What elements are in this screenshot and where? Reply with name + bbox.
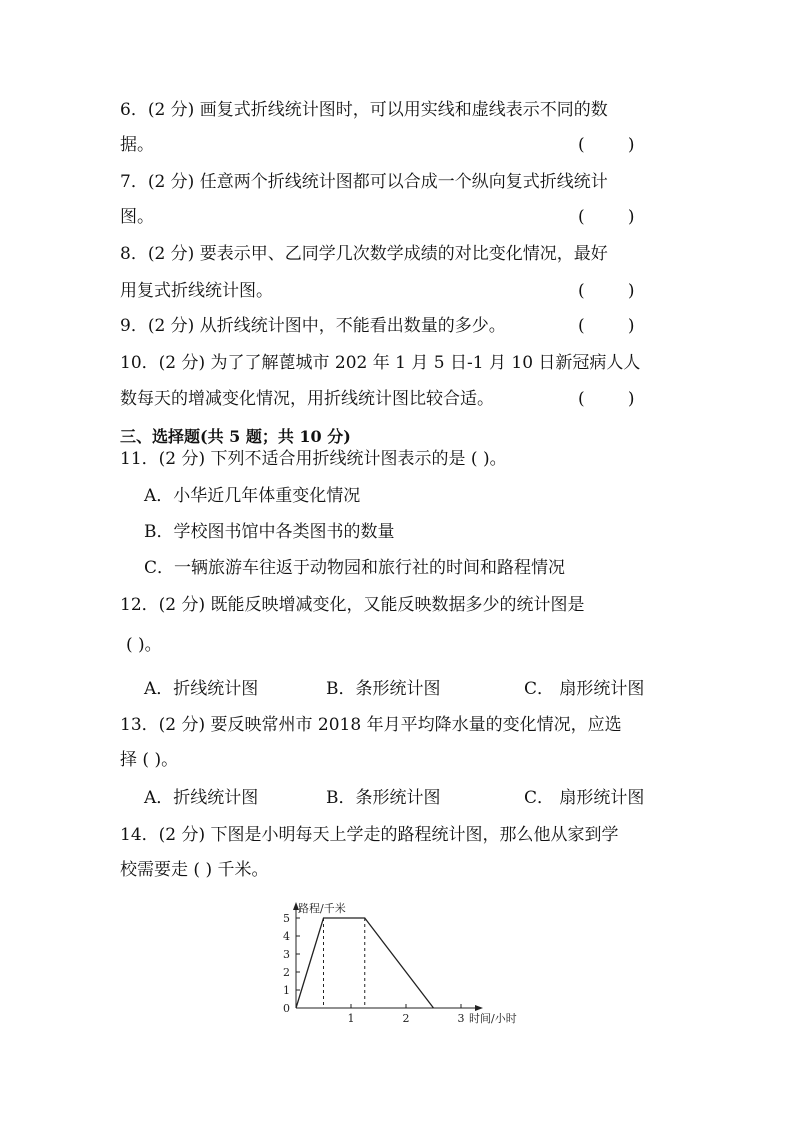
- q12-line1: 12．(2 分) 既能反映增减变化，又能反映数据多少的统计图是: [120, 595, 585, 615]
- x-tick-label: 1: [347, 1012, 355, 1025]
- q6-line1: 6．(2 分) 画复式折线统计图时，可以用实线和虚线表示不同的数: [120, 100, 608, 120]
- q10-line1: 10．(2 分) 为了了解蓖城市 202 年 1 月 5 日-1 月 10 日新冠病人人: [120, 353, 641, 373]
- q14-line2: 校需要走 ( ) 千米。: [120, 860, 269, 880]
- y-tick-label: 5: [283, 912, 290, 925]
- x-tick-label: 3: [457, 1012, 465, 1025]
- q11-option-a[interactable]: A．小华近几年体重变化情况: [144, 486, 361, 506]
- q9-answer-paren[interactable]: ( ): [578, 316, 635, 336]
- x-axis-label: 时间/小时: [469, 1012, 517, 1025]
- q8-answer-paren[interactable]: ( ): [578, 281, 635, 301]
- y-tick-label: 4: [283, 930, 290, 943]
- x-axis-arrow: [475, 1005, 483, 1011]
- q12-option-c[interactable]: C． 扇形统计图: [524, 679, 645, 699]
- q7-line1: 7．(2 分) 任意两个折线统计图都可以合成一个纵向复式折线统计: [120, 172, 608, 192]
- q12-option-a[interactable]: A．折线统计图: [144, 679, 259, 699]
- q13-option-b[interactable]: B．条形统计图: [326, 788, 441, 808]
- q7-line2: 图。: [120, 207, 154, 227]
- q13-line2: 择 ( )。: [120, 750, 179, 770]
- q14-line1: 14．(2 分) 下图是小明每天上学走的路程统计图，那么他从家到学: [120, 825, 619, 845]
- section-heading: 三、选择题(共 5 题；共 10 分): [120, 427, 351, 446]
- q10-line2: 数每天的增减变化情况，用折线统计图比较合适。: [120, 389, 494, 409]
- q13-line1: 13．(2 分) 要反映常州市 2018 年月平均降水量的变化情况，应选: [120, 715, 622, 735]
- q13-option-c[interactable]: C． 扇形统计图: [524, 788, 645, 808]
- x-tick-label: 2: [402, 1012, 410, 1025]
- q11-option-c[interactable]: C．一辆旅游车往返于动物园和旅行社的时间和路程情况: [144, 558, 566, 578]
- q6-line2: 据。: [120, 135, 154, 155]
- q12-line2: ( )。: [126, 635, 162, 655]
- y-axis-label: 路程/千米: [298, 902, 346, 915]
- q8-line1: 8．(2 分) 要表示甲、乙同学几次数学成绩的对比变化情况，最好: [120, 244, 608, 264]
- y-tick-label: 2: [283, 966, 290, 979]
- q13-option-a[interactable]: A．折线统计图: [144, 788, 259, 808]
- q11-stem: 11．(2 分) 下列不适合用折线统计图表示的是 ( )。: [120, 449, 507, 469]
- q6-answer-paren[interactable]: ( ): [578, 135, 635, 155]
- q11-option-b[interactable]: B．学校图书馆中各类图书的数量: [144, 522, 395, 542]
- y-tick-label: 0: [283, 1002, 290, 1015]
- q9-line1: 9．(2 分) 从折线统计图中，不能看出数量的多少。: [120, 316, 506, 336]
- q10-answer-paren[interactable]: ( ): [578, 389, 635, 409]
- y-tick-label: 3: [283, 948, 290, 961]
- distance-time-chart: [270, 888, 550, 1038]
- q12-option-b[interactable]: B．条形统计图: [326, 679, 441, 699]
- q8-line2: 用复式折线统计图。: [120, 281, 273, 301]
- q7-answer-paren[interactable]: ( ): [578, 207, 635, 227]
- y-tick-label: 1: [283, 984, 290, 997]
